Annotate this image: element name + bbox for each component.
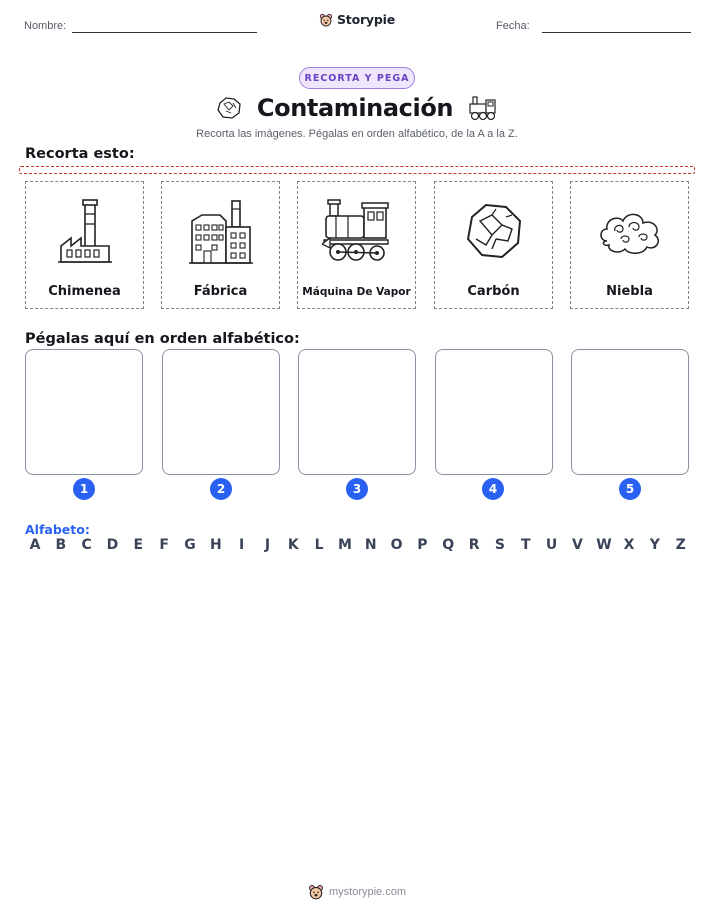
alphabet-letter: O [390, 537, 403, 553]
alphabet-letter: F [159, 537, 169, 553]
alphabet-letter: V [571, 537, 583, 553]
cut-card-steam-engine[interactable] [297, 181, 416, 309]
coal-icon [462, 199, 526, 263]
alphabet-row [28, 537, 688, 553]
alphabet-letter: G [184, 537, 196, 553]
cut-card-coal[interactable] [434, 181, 553, 309]
alphabet-letter: Q [442, 537, 455, 553]
alphabet-letter: X [623, 537, 635, 553]
alphabet-letter: Y [649, 537, 660, 553]
cut-heading: Recorta esto: [25, 146, 135, 162]
card-label: Niebla [606, 284, 653, 299]
alphabet-letter: R [468, 537, 480, 553]
paste-box-4[interactable] [435, 349, 553, 475]
activity-badge: RECORTA Y PEGA [299, 67, 415, 89]
card-label: Fábrica [193, 284, 248, 299]
alphabet-letter: C [81, 537, 92, 553]
bear-icon [319, 13, 333, 27]
brand-name: Storypie [337, 12, 395, 27]
alphabet-letter: J [264, 537, 271, 553]
card-label: Carbón [467, 284, 520, 299]
coal-icon [215, 95, 243, 121]
order-number-2: 2 [210, 478, 232, 500]
alphabet-letter: D [106, 537, 119, 553]
card-label: Chimenea [48, 284, 121, 299]
alphabet-letter: B [55, 537, 67, 553]
card-label: Máquina De Vapor [302, 286, 411, 298]
name-line [72, 32, 257, 33]
alphabet-letter: T [520, 537, 531, 553]
paste-heading: Pégalas aquí en orden alfabético: [25, 331, 300, 347]
chimney-icon [55, 196, 115, 266]
order-number-4: 4 [482, 478, 504, 500]
alphabet-letter: E [133, 537, 144, 553]
steam-engine-icon [322, 198, 392, 264]
footer [0, 884, 714, 900]
alphabet-letter: W [596, 537, 612, 553]
instructions: Recorta las imágenes. Pégalas en orden alfabético, de la A a la Z. [196, 128, 518, 140]
alphabet-letter: H [209, 537, 222, 553]
paste-box-1[interactable] [25, 349, 143, 475]
order-number-3: 3 [346, 478, 368, 500]
alphabet-letter: I [239, 537, 245, 553]
cut-line [19, 166, 695, 174]
footer-url[interactable]: mystorypie.com [328, 886, 407, 898]
fog-icon [595, 205, 665, 257]
title-row [0, 90, 714, 126]
page-title: Contaminación [256, 94, 454, 122]
alphabet-letter: U [545, 537, 558, 553]
alphabet-title: Alfabeto: [25, 522, 90, 537]
cut-card-chimney[interactable] [25, 181, 144, 309]
alphabet-letter: S [494, 537, 505, 553]
paste-box-3[interactable] [298, 349, 416, 475]
alphabet-letter: Z [675, 537, 686, 553]
paste-box-5[interactable] [571, 349, 689, 475]
cut-card-factory[interactable] [161, 181, 280, 309]
factory-icon [188, 195, 254, 267]
order-number-5: 5 [619, 478, 641, 500]
date-label: Fecha: [496, 20, 530, 32]
date-line [542, 32, 691, 33]
name-label: Nombre: [24, 20, 67, 32]
bear-icon [308, 884, 324, 900]
alphabet-letter: N [364, 537, 377, 553]
alphabet-letter: A [29, 537, 41, 553]
alphabet-letter: P [417, 537, 428, 553]
alphabet-letter: K [287, 537, 299, 553]
order-number-1: 1 [73, 478, 95, 500]
brand-logo [0, 12, 714, 27]
paste-box-2[interactable] [162, 349, 280, 475]
steam-engine-icon [467, 94, 499, 122]
alphabet-letter: L [314, 537, 324, 553]
alphabet-letter: M [337, 537, 352, 553]
cut-card-fog[interactable] [570, 181, 689, 309]
